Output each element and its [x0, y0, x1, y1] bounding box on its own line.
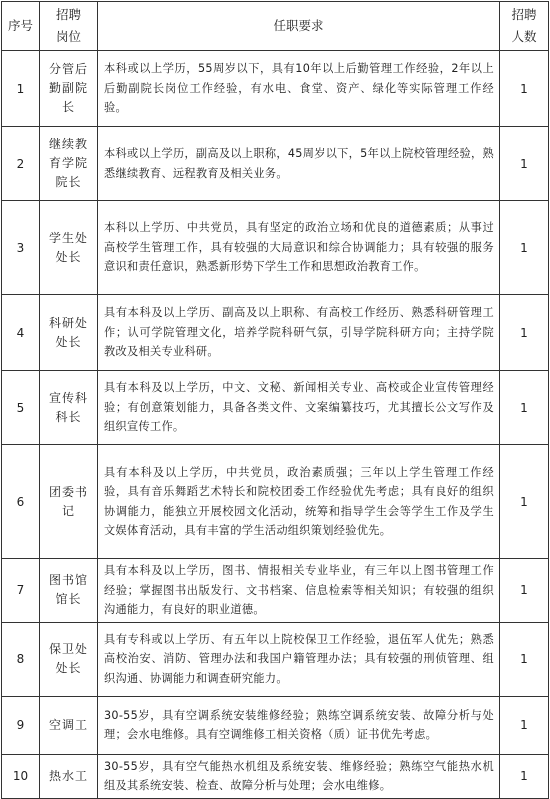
table-row	[2, 622, 549, 696]
row-requirements: 具有本科及以上学历，图书、情报相关专业毕业，有三年以上图书管理工作经验；掌握图书出版发行、文书档案、信息检索等相关知识；有较强的组织沟通能力，有良好的职业道德。	[98, 559, 500, 623]
row-no: 9	[2, 696, 40, 754]
row-position: 保卫处处长	[40, 622, 98, 696]
table-row	[2, 559, 549, 623]
row-requirements: 本科或以上学历，副高及以上职称，45周岁以下，5年以上院校管理经验，熟悉继续教育、远程教育及相关业务。	[98, 127, 500, 201]
row-position: 宣传科科长	[40, 371, 98, 445]
row-count: 1	[500, 559, 549, 623]
row-no: 1	[2, 51, 40, 127]
row-no: 7	[2, 559, 40, 623]
table-row	[2, 445, 549, 559]
table-row	[2, 51, 549, 127]
row-requirements: 30-55岁，具有空气能热水机组及系统安装、维修经验；熟练空气能热水机组及其系统安装、检查、故障分析与处理；会水电维修。	[98, 754, 500, 798]
row-requirements: 具有本科及以上学历，中共党员，政治素质强；三年以上学生管理工作经验，具有音乐舞蹈艺术特长和院校团委工作经验优先考虑；具有良好的组织协调能力，能独立开展校园文化活动，统筹和指导学生会等学生工作及学生文娱体育活动，具有丰富的学生活动组织策划经验优先。	[98, 445, 500, 559]
table-body	[2, 51, 549, 799]
row-count: 1	[500, 201, 549, 295]
recruitment-table	[1, 1, 549, 799]
row-count: 1	[500, 622, 549, 696]
row-requirements: 本科以上学历、中共党员，具有坚定的政治立场和优良的道德素质；从事过高校学生管理工作，具有较强的大局意识和综合协调能力；具有较强的服务意识和责任意识，熟悉新形势下学生工作和思想政治教育工作。	[98, 201, 500, 295]
header-row	[2, 2, 549, 51]
header-no: 序号	[2, 2, 40, 51]
row-no: 5	[2, 371, 40, 445]
row-position: 分管后勤副院长	[40, 51, 98, 127]
row-position: 科研处处长	[40, 295, 98, 371]
table-row	[2, 754, 549, 798]
row-count: 1	[500, 696, 549, 754]
table-header	[2, 2, 549, 51]
table-row	[2, 371, 549, 445]
row-count: 1	[500, 371, 549, 445]
header-requirements: 任职要求	[98, 2, 500, 51]
row-requirements: 具有专科或以上学历、有五年以上院校保卫工作经验，退伍军人优先；熟悉高校治安、消防、管理办法和我国户籍管理办法；具有较强的刑侦管理、组织沟通、协调能力和调查研究能力。	[98, 622, 500, 696]
row-position: 学生处处长	[40, 201, 98, 295]
row-count: 1	[500, 51, 549, 127]
row-position: 图书馆馆长	[40, 559, 98, 623]
row-no: 6	[2, 445, 40, 559]
table-row	[2, 696, 549, 754]
table-row	[2, 127, 549, 201]
table-row	[2, 295, 549, 371]
header-position: 招聘岗位	[40, 2, 98, 51]
row-position: 团委书记	[40, 445, 98, 559]
row-no: 8	[2, 622, 40, 696]
row-position: 热水工	[40, 754, 98, 798]
row-no: 4	[2, 295, 40, 371]
row-requirements: 30-55岁，具有空调系统安装维修经验；熟练空调系统安装、故障分析与处理；会水电维修。具有空调维修工相关资格（质）证书优先考虑。	[98, 696, 500, 754]
row-count: 1	[500, 295, 549, 371]
row-count: 1	[500, 754, 549, 798]
row-no: 10	[2, 754, 40, 798]
table-row	[2, 201, 549, 295]
row-no: 3	[2, 201, 40, 295]
row-requirements: 具有本科及以上学历，中文、文秘、新闻相关专业、高校或企业宣传管理经验；有创意策划能力，具备各类文件、文案编纂技巧，尤其擅长公文写作及组织宣传工作。	[98, 371, 500, 445]
row-position: 继续教育学院院长	[40, 127, 98, 201]
row-position: 空调工	[40, 696, 98, 754]
row-count: 1	[500, 445, 549, 559]
row-count: 1	[500, 127, 549, 201]
row-no: 2	[2, 127, 40, 201]
row-requirements: 具有本科及以上学历、副高及以上职称、有高校工作经历、熟悉科研管理工作；认可学院管理文化，培养学院科研气氛，引导学院科研方向；主持学院教改及相关专业科研。	[98, 295, 500, 371]
row-requirements: 本科或以上学历，55周岁以下，具有10年以上后勤管理工作经验，2年以上后勤副院长岗位工作经验，有水电、食堂、资产、绿化等实际管理工作经验。	[98, 51, 500, 127]
header-count: 招聘人数	[500, 2, 549, 51]
